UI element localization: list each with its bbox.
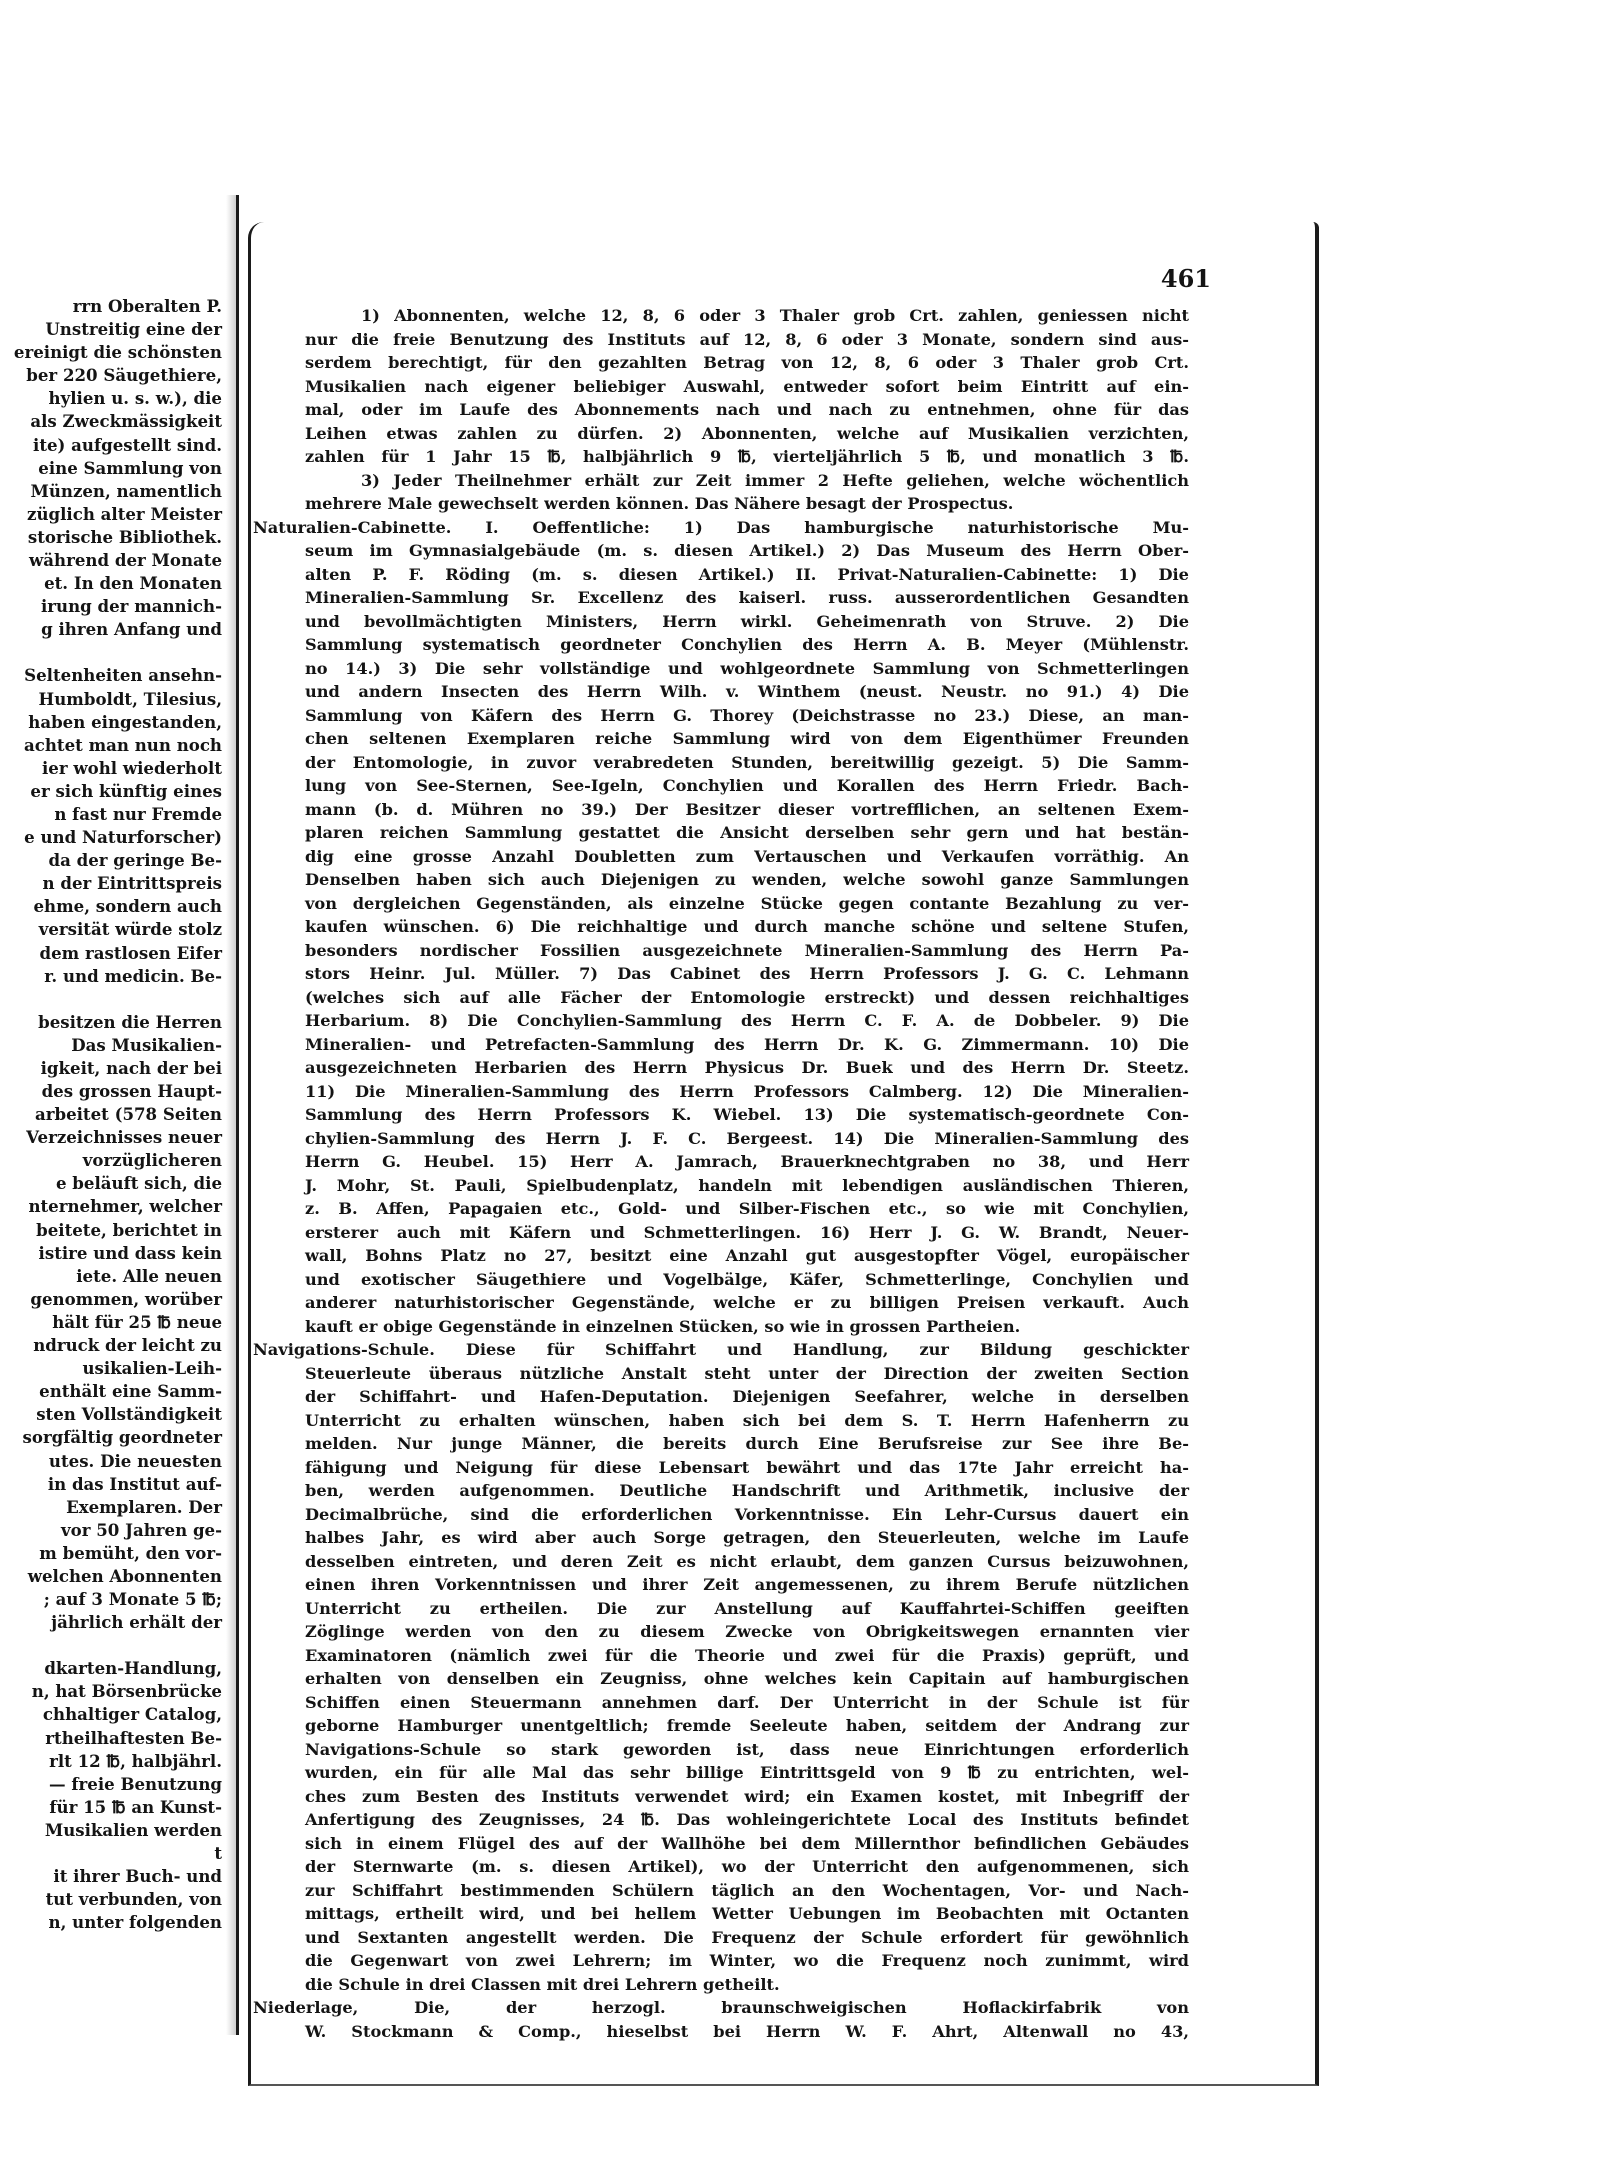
- body-text-line: serdem berechtigt, für den gezahlten Betrag von 12, 8, 6 oder 3 Thaler grob Crt.: [305, 353, 1189, 372]
- body-text-line: ersterer auch mit Käfern und Schmetterlingen. 16) Herr J. G. W. Brandt, Neuer-: [305, 1222, 1189, 1242]
- left-text-line: Münzen, namentlich: [30, 480, 222, 501]
- left-text-line: igkeit, nach der bei: [40, 1057, 222, 1078]
- body-text-line: und Sextanten angestellt werden. Die Frequenz der Schule erfordert für gewöhnlich: [305, 1927, 1189, 1947]
- left-text-line: rlt 12 ℔, halbjährl.: [49, 1750, 222, 1771]
- body-text-line: lung von See-Sternen, See-Igeln, Conchylien und Korallen des Herrn Friedr. Bach-: [305, 776, 1189, 795]
- left-text-line: nternehmer, welcher: [28, 1196, 222, 1217]
- body-text-line: 1) Abonnenten, welche 12, 8, 6 oder 3 Thaler grob Crt. zahlen, geniessen nicht: [361, 306, 1189, 325]
- body-text-line: und andern Insecten des Herrn Wilh. v. Winthem (neust. Neustr. no 91.) 4) Die: [305, 682, 1189, 701]
- left-text-line: beitete, berichtet in: [36, 1219, 222, 1240]
- body-text-line: von dergleichen Gegenständen, als einzelne Stücke gegen contante Bezahlung zu ver-: [305, 893, 1189, 913]
- left-text-line: n, unter folgenden: [48, 1912, 222, 1933]
- body-text-line: erhalten von denselben ein Zeugniss, ohne welches kein Capitain auf hamburgischen: [305, 1669, 1189, 1688]
- body-text-line: ben, werden aufgenommen. Deutliche Handschrift und Arithmetik, inclusive der: [305, 1481, 1189, 1500]
- left-page-text: [0, 295, 222, 1934]
- body-text-line: mittags, ertheilt wird, und bei hellem Wetter Uebungen im Beobachten mit Octanten: [305, 1904, 1189, 1923]
- left-text-line: sten Vollständigkeit: [36, 1404, 222, 1425]
- body-text-line: 3) Jeder Theilnehmer erhält zur Zeit immer 2 Hefte geliehen, welche wöchentlich: [361, 470, 1189, 490]
- spine-shadow: [226, 195, 236, 2035]
- left-text-line: dem rastlosen Eifer: [39, 942, 222, 963]
- right-page: [248, 222, 1319, 2086]
- left-text-line: welchen Abonnenten: [27, 1565, 222, 1586]
- left-text-line: g ihren Anfang und: [41, 619, 222, 640]
- left-text-line: iete. Alle neuen: [76, 1265, 222, 1286]
- left-text-line: arbeitet (578 Seiten: [34, 1104, 222, 1125]
- left-text-line: er sich künftig eines: [30, 780, 222, 801]
- body-text-line: halbes Jahr, es wird aber auch Sorge getragen, den Steuerleuten, welche im Laufe: [305, 1528, 1189, 1547]
- body-text-line: 11) Die Mineralien-Sammlung des Herrn Professors Calmberg. 12) Die Mineralien-: [305, 1081, 1189, 1101]
- body-text-line: der Sternwarte (m. s. diesen Artikel), wo der Unterricht den aufgenommenen, sich: [305, 1857, 1189, 1876]
- body-text-line: kaufen wünschen. 6) Die reichhaltige und durch manche schöne und seltene Stufen,: [305, 917, 1189, 936]
- left-text-line: — freie Benutzung: [49, 1773, 222, 1794]
- left-text-line: während der Monate: [29, 550, 222, 571]
- body-text-line: Denselben haben sich auch Diejenigen zu wenden, welche sowohl ganze Sammlungen: [305, 870, 1189, 889]
- body-text-line: Examinatoren (nämlich zwei für die Theorie und zwei für die Praxis) geprüft, und: [305, 1645, 1189, 1665]
- left-text-line: vor 50 Jahren ge-: [61, 1519, 222, 1540]
- left-text-line: ; auf 3 Monate 5 ℔;: [43, 1589, 222, 1610]
- body-text-line: nur die freie Benutzung des Instituts auf 12, 8, 6 oder 3 Monate, sondern sind aus-: [305, 329, 1189, 349]
- body-text-line: Mineralien- und Petrefacten-Sammlung des Herrn Dr. K. G. Zimmermann. 10) Die: [305, 1034, 1189, 1054]
- body-text-line: no 14.) 3) Die sehr vollständige und wohlgeordnete Sammlung von Schmetterlingen: [305, 658, 1189, 678]
- body-text-line: stors Heinr. Jul. Müller. 7) Das Cabinet des Herrn Professors J. G. C. Lehmann: [305, 964, 1189, 983]
- left-text-line: genommen, worüber: [30, 1288, 222, 1309]
- left-text-line: e beläuft sich, die: [55, 1173, 222, 1194]
- body-text-line: J. Mohr, St. Pauli, Spielbudenplatz, handeln mit lebendigen ausländischen Thieren,: [305, 1175, 1189, 1195]
- left-text-line: Exemplaren. Der: [66, 1496, 222, 1517]
- left-text-line: ndruck der leicht zu: [33, 1335, 222, 1356]
- body-text-line: mal, oder im Laufe des Abonnements nach und nach zu entnehmen, ohne für das: [305, 400, 1189, 419]
- entry-heading-line: Naturalien-Cabinette. I. Oeffentliche: 1) Das hamburgische naturhistorische Mu-: [253, 517, 1189, 537]
- left-text-line: Das Musikalien-: [71, 1034, 222, 1055]
- body-text-line: Sammlung systematisch geordneter Conchylien des Herrn A. B. Meyer (Mühlenstr.: [305, 635, 1189, 654]
- left-text-line: irung der mannich-: [40, 596, 222, 617]
- body-text-line: anderer naturhistorischer Gegenstände, welche er zu billigen Preisen verkauft. Auch: [305, 1293, 1189, 1312]
- body-text-line: Decimalbrüche, sind die erforderlichen Vorkenntnisse. Ein Lehr-Cursus dauert ein: [305, 1504, 1189, 1524]
- body-text-line: ches zum Besten des Instituts verwendet wird; ein Examen kostet, mit Inbegriff der: [305, 1786, 1189, 1806]
- left-text-line: enthält eine Samm-: [39, 1381, 222, 1402]
- left-text-line: Musikalien werden: [44, 1819, 222, 1840]
- body-text-line: W. Stockmann & Comp., hieselbst bei Herrn W. F. Ahrt, Altenwall no 43,: [305, 2021, 1189, 2041]
- body-text-line: der Entomologie, in zuvor verabredeten Stunden, bereitwillig gezeigt. 5) Die Samm-: [305, 752, 1189, 772]
- left-text-line: züglich alter Meister: [27, 503, 222, 524]
- body-text-line: Sammlung von Käfern des Herrn G. Thorey (Deichstrasse no 23.) Diese, an man-: [305, 705, 1189, 725]
- left-text-line: besitzen die Herren: [38, 1011, 222, 1032]
- body-text-line: fähigung und Neigung für diese Lebensart bewährt und das 17te Jahr erreicht ha-: [305, 1457, 1189, 1477]
- page-number: 461: [1160, 264, 1211, 293]
- left-text-line: istire und dass kein: [38, 1242, 222, 1263]
- body-text-line: wall, Bohns Platz no 27, besitzt eine Anzahl gut ausgestopfter Vögel, europäischer: [305, 1246, 1189, 1265]
- body-text-line: die Gegenwart von zwei Lehrern; im Winter, wo die Frequenz noch zunimmt, wird: [305, 1951, 1189, 1970]
- left-text-line: Verzeichnisses neuer: [26, 1127, 222, 1148]
- left-text-line: n fast nur Fremde: [54, 803, 222, 824]
- left-text-line: it ihrer Buch- und: [53, 1866, 222, 1887]
- left-text-line: versität würde stolz: [38, 919, 222, 940]
- left-text-line: in das Institut auf-: [47, 1473, 222, 1494]
- left-text-line: rrn Oberalten P.: [72, 296, 222, 316]
- left-text-line: usikalien-Leih-: [82, 1358, 222, 1379]
- body-text-line: besonders nordischer Fossilien ausgezeichnete Mineralien-Sammlung des Herrn Pa-: [305, 940, 1189, 960]
- body-text-line: wurden, ein für alle Mal das sehr billige Eintrittsgeld von 9 ℔ zu entrichten, wel-: [305, 1763, 1189, 1782]
- body-text-line: Navigations-Schule so stark geworden ist, dass neue Einrichtungen erforderlich: [305, 1739, 1189, 1759]
- left-text-line: des grossen Haupt-: [41, 1081, 222, 1101]
- page-body-text: [253, 304, 1189, 2043]
- body-text-line: Schiffen einen Steuermann annehmen darf. Der Unterricht in der Schule ist für: [305, 1692, 1189, 1712]
- left-text-line: achtet man nun noch: [23, 734, 222, 755]
- left-text-line: eine Sammlung von: [38, 457, 222, 478]
- body-text-line: und bevollmächtigten Ministers, Herrn wirkl. Geheimenrath von Struve. 2) Die: [305, 611, 1189, 631]
- body-text-line: kauft er obige Gegenstände in einzelnen Stücken, so wie in grossen Partheien.: [305, 1316, 1021, 1336]
- body-text-line: zur Schiffahrt bestimmenden Schülern täglich an den Wochentagen, Vor- und Nach-: [305, 1880, 1189, 1900]
- left-text-line: als Zweckmässigkeit: [30, 411, 222, 432]
- body-text-line: Musikalien nach eigener beliebiger Auswahl, entweder sofort beim Eintritt auf ein-: [305, 376, 1189, 396]
- body-text-line: und exotischer Säugethiere und Vogelbälge, Käfer, Schmetterlinge, Conchylien und: [305, 1269, 1189, 1289]
- body-text-line: chen seltenen Exemplaren reiche Sammlung wird von dem Eigenthümer Freunden: [305, 729, 1189, 748]
- left-text-line: et. In den Monaten: [44, 573, 222, 594]
- body-text-line: Mineralien-Sammlung Sr. Excellenz des kaiserl. russ. ausserordentlichen Gesandten: [305, 588, 1189, 607]
- body-text-line: mann (b. d. Mühren no 39.) Der Besitzer dieser vortrefflichen, an seltenen Exem-: [305, 799, 1189, 819]
- left-text-line: ite) aufgestellt sind.: [33, 434, 222, 455]
- body-text-line: ausgezeichneten Herbarien des Herrn Physicus Dr. Buek und des Herrn Dr. Steetz.: [305, 1058, 1189, 1077]
- left-text-line: hält für 25 ℔ neue: [52, 1311, 222, 1332]
- left-page-fragment: [0, 195, 239, 2035]
- body-text-line: seum im Gymnasialgebäude (m. s. diesen Artikel.) 2) Das Museum des Herrn Ober-: [305, 541, 1189, 560]
- body-text-line: Steuerleute überaus nützliche Anstalt steht unter der Direction der zweiten Section: [305, 1363, 1189, 1383]
- left-text-line: jährlich erhält der: [51, 1612, 222, 1633]
- left-text-line: n der Eintrittspreis: [42, 873, 222, 894]
- left-text-line: da der geringe Be-: [48, 850, 222, 871]
- body-text-line: Sammlung des Herrn Professors K. Wiebel. 13) Die systematisch-geordnete Con-: [305, 1105, 1189, 1124]
- body-text-line: sich in einem Flügel des auf der Wallhöhe bei dem Millernthor befindlichen Gebäudes: [305, 1833, 1189, 1853]
- left-text-line: haben eingestanden,: [28, 711, 222, 732]
- body-text-line: mehrere Male gewechselt werden können. Das Nähere besagt der Prospectus.: [305, 494, 1014, 513]
- left-text-line: m bemüht, den vor-: [39, 1542, 222, 1563]
- paragraph-gap: [0, 988, 222, 1011]
- body-text-line: Anfertigung des Zeugnisses, 24 ℔. Das wohleingerichtete Local des Instituts befindet: [305, 1810, 1189, 1829]
- body-text-line: einen ihren Vorkenntnissen und ihrer Zeit angemessenen, zu ihrem Berufe nützlichen: [305, 1575, 1189, 1594]
- left-text-line: tut verbunden, von: [45, 1889, 222, 1910]
- left-text-line: n, hat Börsenbrücke: [31, 1681, 222, 1702]
- left-text-line: Unstreitig eine der: [45, 319, 222, 340]
- body-text-line: der Schiffahrt- und Hafen-Deputation. Diejenigen Seefahrer, welche in derselben: [305, 1387, 1189, 1406]
- left-text-line: ier wohl wiederholt: [41, 757, 222, 778]
- left-text-line: für 15 ℔ an Kunst-: [49, 1796, 222, 1817]
- body-text-line: die Schule in drei Classen mit drei Lehrern getheilt.: [305, 1974, 780, 1994]
- entry-heading-line: Niederlage, Die, der herzogl. braunschweigischen Hoflackirfabrik von: [253, 1998, 1189, 2017]
- body-text-line: Zöglinge werden von den zu diesem Zwecke von Obrigkeitswegen ernannten vier: [305, 1622, 1189, 1641]
- paragraph-gap: [0, 1634, 222, 1657]
- left-text-line: Humboldt, Tilesius,: [38, 688, 222, 709]
- left-text-line: r. und medicin. Be-: [44, 965, 222, 986]
- left-text-line: ereinigt die schönsten: [13, 342, 222, 363]
- left-text-line: dkarten-Handlung,: [44, 1658, 222, 1679]
- left-text-line: hylien u. s. w.), die: [48, 388, 222, 409]
- body-text-line: Herrn G. Heubel. 15) Herr A. Jamrach, Brauerknechtgraben no 38, und Herr: [305, 1152, 1189, 1171]
- left-text-line: sorgfältig geordneter: [22, 1427, 222, 1448]
- paragraph-gap: [0, 641, 222, 664]
- left-text-line: ehme, sondern auch: [33, 896, 222, 917]
- body-text-line: chylien-Sammlung des Herrn J. F. C. Bergeest. 14) Die Mineralien-Sammlung des: [305, 1128, 1189, 1148]
- body-text-line: zahlen für 1 Jahr 15 ℔, halbjährlich 9 ℔, vierteljährlich 5 ℔, und monatlich 3 ℔.: [305, 447, 1189, 466]
- left-text-line: t: [214, 1843, 222, 1863]
- left-text-line: chhaltiger Catalog,: [42, 1704, 222, 1725]
- body-text-line: alten P. F. Röding (m. s. diesen Artikel.) II. Privat-Naturalien-Cabinette: 1) Die: [305, 564, 1189, 584]
- left-text-line: rtheilhaftesten Be-: [45, 1727, 222, 1748]
- body-text-line: melden. Nur junge Männer, die bereits durch Eine Berufsreise zur See ihre Be-: [305, 1434, 1189, 1453]
- body-text-line: plaren reichen Sammlung gestattet die Ansicht derselben sehr gern und hat bestän-: [305, 823, 1189, 842]
- left-text-line: Seltenheiten ansehn-: [24, 665, 222, 686]
- body-text-line: (welches sich auf alle Fächer der Entomologie erstreckt) und dessen reichhaltiges: [305, 987, 1189, 1007]
- left-text-line: utes. Die neuesten: [48, 1450, 222, 1471]
- left-text-line: storische Bibliothek.: [27, 526, 222, 547]
- body-text-line: Leihen etwas zahlen zu dürfen. 2) Abonnenten, welche auf Musikalien verzichten,: [305, 423, 1189, 443]
- body-text-line: Unterricht zu erhalten wünschen, haben sich bei dem S. T. Herrn Hafenherrn zu: [305, 1410, 1189, 1430]
- entry-heading-line: Navigations-Schule. Diese für Schiffahrt und Handlung, zur Bildung geschickter: [253, 1340, 1189, 1359]
- body-text-line: dig eine grosse Anzahl Doubletten zum Vertauschen und Verkaufen vorräthig. An: [305, 846, 1189, 866]
- body-text-line: z. B. Affen, Papagaien etc., Gold- und Silber-Fischen etc., so wie mit Conchylien,: [305, 1199, 1189, 1218]
- body-text-line: Herbarium. 8) Die Conchylien-Sammlung des Herrn C. F. A. de Dobbeler. 9) Die: [305, 1011, 1189, 1030]
- left-text-line: ber 220 Säugethiere,: [26, 365, 222, 386]
- body-text-line: geborne Hamburger unentgeltlich; fremde Seeleute haben, seitdem der Andrang zur: [305, 1716, 1189, 1735]
- body-text-line: desselben eintreten, und deren Zeit es nicht erlaubt, dem ganzen Cursus beizuwohnen,: [305, 1551, 1189, 1571]
- left-text-line: e und Naturforscher): [24, 827, 222, 848]
- left-text-line: vorzüglicheren: [82, 1150, 222, 1171]
- body-text-line: Unterricht zu ertheilen. Die zur Anstellung auf Kauffahrtei-Schiffen geeiften: [305, 1598, 1189, 1618]
